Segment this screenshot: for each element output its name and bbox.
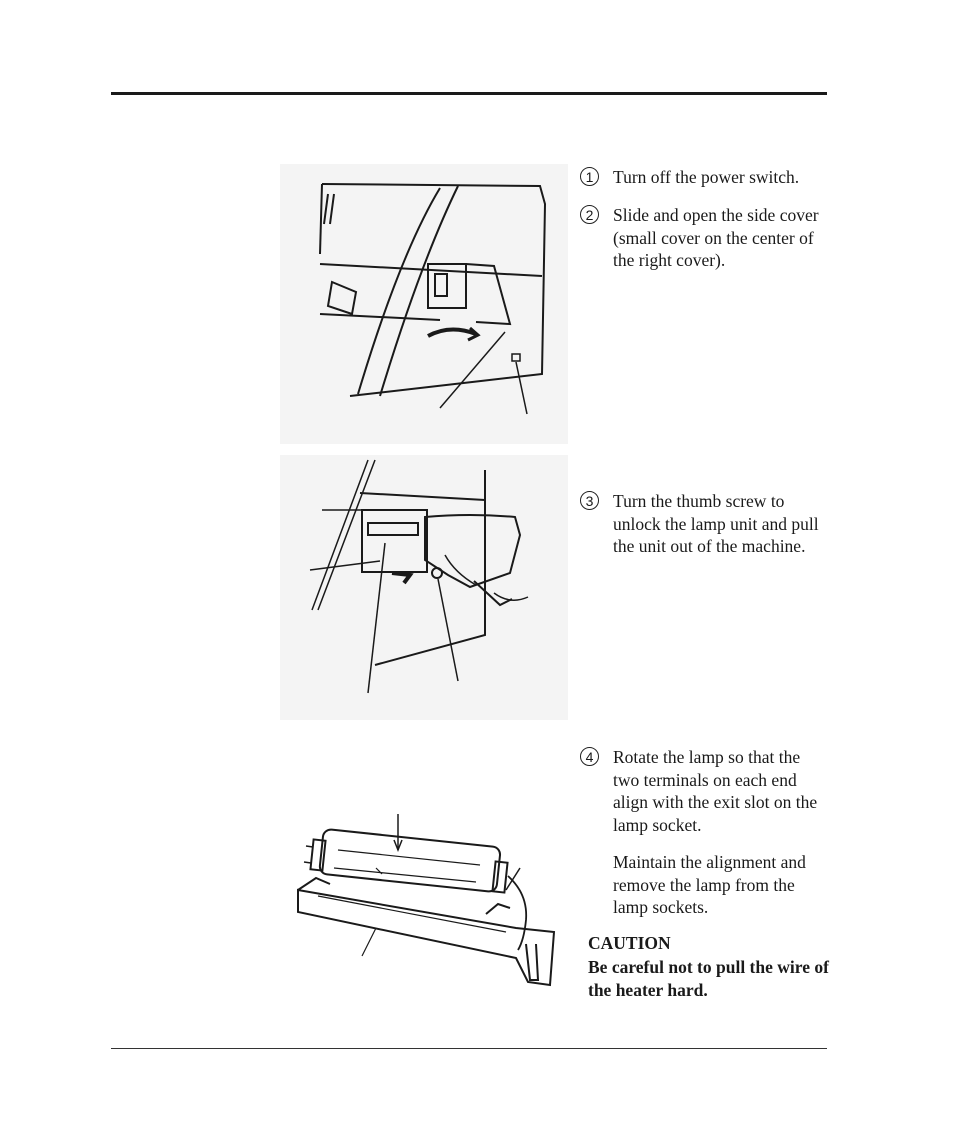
caution-title: CAUTION: [588, 933, 671, 953]
step-text: Turn the thumb screw to unlock the lamp unit and pull the unit out of the machine.: [613, 491, 819, 556]
step-4: [580, 746, 830, 836]
side-cover-figure: [280, 164, 568, 444]
footer-rule: [111, 1048, 827, 1049]
step-number: 4: [580, 747, 599, 766]
lamp-socket-figure: [286, 810, 561, 990]
header-rule: [111, 92, 827, 95]
alignment-note: Maintain the alignment and remove the lamp from the lamp sockets.: [613, 852, 806, 917]
caution-block: [588, 932, 838, 1003]
step-text: Rotate the lamp so that the two terminals on each end align with the exit slot on the lamp socket.: [613, 747, 818, 835]
step-3: [580, 490, 830, 558]
step-number: 1: [580, 167, 599, 186]
step-2: [580, 204, 830, 272]
caution-text: Be careful not to pull the wire of the heater hard.: [588, 956, 829, 1000]
step-text: Slide and open the side cover (small cover on the center of the right cover).: [613, 205, 819, 270]
step-number: 2: [580, 205, 599, 224]
step-text: Turn off the power switch.: [613, 167, 800, 187]
step-number: 3: [580, 491, 599, 510]
lamp-unit-figure: [280, 455, 568, 720]
step-1: [580, 166, 830, 189]
